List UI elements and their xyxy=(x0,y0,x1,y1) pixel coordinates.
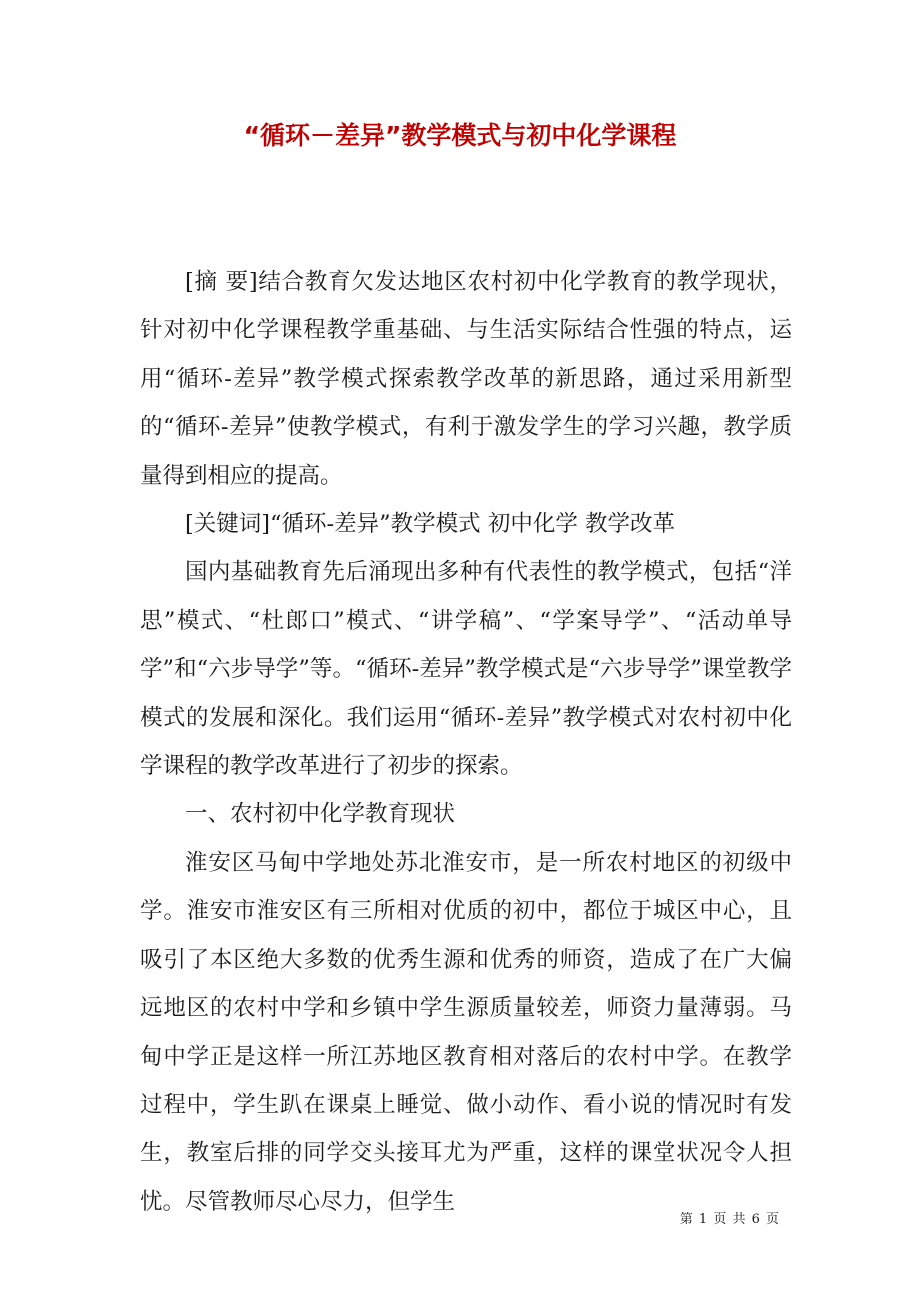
keywords-paragraph: [关键词]“循环-差异”教学模式 初中化学 教学改革 xyxy=(185,511,675,538)
page-number-footer: 第 1 页 共 6 页 xyxy=(679,1212,780,1227)
document-body xyxy=(140,258,792,1226)
section-heading: 一、农村初中化学教育现状 xyxy=(185,801,456,828)
intro-paragraph: 国内基础教育先后涌现出多种有代表性的教学模式，包括“洋思”模式、“杜郎口”模式、“讲学稿”、“学案导学”、“活动单导学”和“六步导学”等。“循环-差异”教学模式是“六步导学”课堂教学模式的发展和深化。我们运用“循环-差异”教学模式对农村初中化学课程的教学改革进行了初步的探索。 xyxy=(140,559,792,780)
abstract-paragraph: [摘 要]结合教育欠发达地区农村初中化学教育的教学现状，针对初中化学课程教学重基础、与生活实际结合性强的特点，运用“循环-差异”教学模式探索教学改革的新思路，通过采用新型的“循环-差异”使教学模式，有利于激发学生的学习兴趣，教学质量得到相应的提高。 xyxy=(140,269,792,489)
document-title: “循环－差异”教学模式与初中化学课程 xyxy=(243,121,677,150)
body-paragraph: 淮安区马甸中学地处苏北淮安市，是一所农村地区的初级中学。淮安市淮安区有三所相对优质的初中，都位于城区中心，且吸引了本区绝大多数的优秀生源和优秀的师资，造成了在广大偏远地区的农村中学和乡镇中学生源质量较差，师资力量薄弱。马甸中学正是这样一所江苏地区教育相对落后的农村中学。在教学过程中，学生趴在课桌上睡觉、做小动作、看小说的情况时有发生，教室后排的同学交头接耳尤为严重，这样的课堂状况令人担忧。尽管教师尽心尽力，但学生 xyxy=(140,849,792,1215)
